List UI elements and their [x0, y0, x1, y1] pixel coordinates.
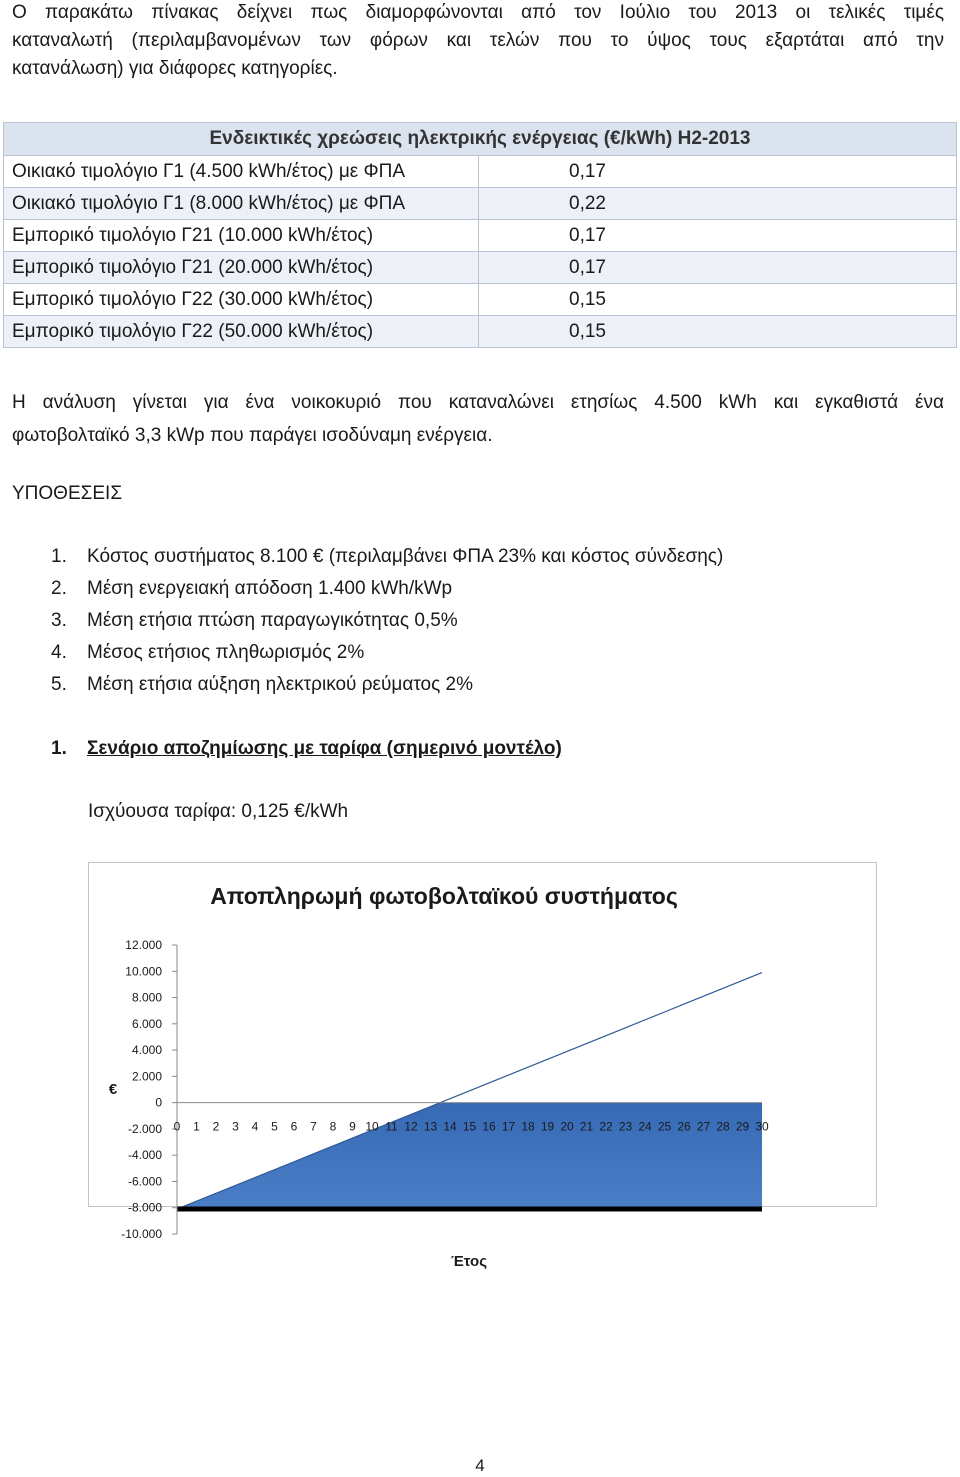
y-tick-label: 10.000: [125, 964, 162, 979]
table-cell-value: 0,15: [479, 316, 957, 348]
intro-line: κατανάλωση) για διάφορες κατηγορίες.: [12, 58, 338, 79]
y-axis-label: €: [108, 1081, 118, 1098]
list-number: 4.: [51, 642, 67, 663]
analysis-line: φωτοβολταϊκό 3,3 kWp που παράγει ισοδύναμη ενέργεια.: [12, 425, 493, 446]
y-tick-label: -4.000: [127, 1148, 162, 1163]
x-tick-label: 21: [579, 1119, 594, 1134]
x-tick-label: 18: [521, 1119, 535, 1134]
table-header: Ενδεικτικές χρεώσεις ηλεκτρικής ενέργειας (€/kWh) Η2-2013: [4, 123, 957, 156]
y-tick-label: 12.000: [125, 938, 162, 952]
chart-title: Αποπληρωμή φωτοβολταϊκού συστήματος: [210, 883, 678, 909]
list-number: 2.: [51, 578, 67, 599]
x-tick-label: 15: [462, 1119, 477, 1134]
x-tick-label: 10: [365, 1119, 379, 1134]
x-tick-label: 11: [385, 1119, 398, 1134]
y-tick-label: 8.000: [131, 990, 162, 1005]
x-tick-label: 25: [657, 1119, 672, 1134]
x-tick-label: 24: [638, 1119, 652, 1134]
x-tick-label: 7: [310, 1119, 317, 1134]
x-tick-label: 5: [271, 1119, 278, 1134]
x-axis-label: Έτος: [450, 1253, 488, 1270]
table-cell-value: 0,17: [479, 220, 957, 252]
table-cell-label: Εμπορικό τιμολόγιο Γ21 (10.000 kWh/έτος): [4, 220, 479, 252]
list-text: Κόστος συστήματος 8.100 € (περιλαμβάνει ΦΠΑ 23% και κόστος σύνδεσης): [87, 546, 724, 567]
x-tick-label: 19: [540, 1119, 555, 1134]
x-tick-label: 26: [677, 1119, 691, 1134]
list-number: 5.: [51, 674, 67, 695]
x-tick-label: 30: [755, 1119, 769, 1134]
x-tick-label: 23: [618, 1119, 633, 1134]
y-tick-label: -8.000: [127, 1200, 162, 1215]
list-text: Μέσος ετήσιος πληθωρισμός 2%: [87, 642, 365, 663]
x-tick-label: 13: [423, 1119, 438, 1134]
y-tick-label: 0: [155, 1095, 162, 1110]
assumptions-heading: ΥΠΟΘΕΣΕΙΣ: [12, 483, 123, 504]
analysis-line: Η ανάλυση γίνεται για ένα νοικοκυριό που καταναλώνει ετησίως 4.500 kWh και εγκαθιστά ένα: [12, 392, 944, 413]
x-tick-label: 2: [212, 1119, 220, 1134]
list-number: 3.: [51, 610, 67, 631]
y-tick-label: 2.000: [131, 1069, 162, 1084]
x-tick-label: 27: [696, 1119, 711, 1134]
x-tick-label: 14: [443, 1119, 457, 1134]
x-tick-label: 17: [501, 1119, 516, 1134]
table-cell-value: 0,17: [479, 156, 957, 188]
page-number: 4: [475, 1456, 485, 1475]
y-tick-label: 4.000: [131, 1043, 162, 1058]
list-text: Μέση ετήσια πτώση παραγωγικότητας 0,5%: [87, 610, 458, 631]
table-cell-value: 0,17: [479, 252, 957, 284]
y-tick-label: -10.000: [121, 1227, 162, 1241]
x-tick-label: 6: [290, 1119, 298, 1134]
list-number: 1.: [51, 546, 67, 567]
y-tick-label: 6.000: [131, 1016, 162, 1031]
scenario-title: Σενάριο αποζημίωσης με ταρίφα (σημερινό μοντέλο): [87, 738, 562, 759]
table-cell-label: Εμπορικό τιμολόγιο Γ22 (30.000 kWh/έτος): [4, 284, 479, 316]
x-tick-label: 28: [716, 1119, 730, 1134]
x-tick-label: 8: [329, 1119, 337, 1134]
intro-line: καταναλωτή (περιλαμβανομένων των φόρων και τελών που το ύψος τους εξαρτάται από την: [12, 30, 944, 51]
table-cell-label: Οικιακό τιμολόγιο Γ1 (4.500 kWh/έτος) με ΦΠΑ: [4, 156, 479, 188]
x-tick-label: 20: [560, 1119, 574, 1134]
table-cell-label: Εμπορικό τιμολόγιο Γ21 (20.000 kWh/έτος): [4, 252, 479, 284]
intro-line: Ο παρακάτω πίνακας δείχνει πως διαμορφώνονται από τον Ιούλιο του 2013 οι τελικές τιμές: [12, 2, 944, 23]
scenario-number: 1.: [51, 738, 67, 759]
x-tick-label: 9: [349, 1119, 356, 1134]
table-cell-value: 0,22: [479, 188, 957, 220]
tariff-text: Ισχύουσα ταρίφα: 0,125 €/kWh: [88, 801, 349, 822]
list-text: Μέση ενεργειακή απόδοση 1.400 kWh/kWp: [87, 578, 453, 599]
table-cell-label: Οικιακό τιμολόγιο Γ1 (8.000 kWh/έτος) με ΦΠΑ: [4, 188, 479, 220]
x-tick-label: 0: [173, 1119, 181, 1134]
y-tick-label: -6.000: [127, 1174, 162, 1189]
x-tick-label: 16: [482, 1119, 496, 1134]
list-text: Μέση ετήσια αύξηση ηλεκτρικού ρεύματος 2%: [87, 674, 474, 695]
x-tick-label: 12: [404, 1119, 418, 1134]
table-cell-label: Εμπορικό τιμολόγιο Γ22 (50.000 kWh/έτος): [4, 316, 479, 348]
x-tick-label: 3: [232, 1119, 239, 1134]
x-tick-label: 29: [735, 1119, 750, 1134]
x-tick-label: 1: [193, 1119, 200, 1134]
table-cell-value: 0,15: [479, 284, 957, 316]
y-tick-label: -2.000: [127, 1121, 162, 1136]
x-tick-label: 4: [251, 1119, 259, 1134]
x-tick-label: 22: [599, 1119, 613, 1134]
